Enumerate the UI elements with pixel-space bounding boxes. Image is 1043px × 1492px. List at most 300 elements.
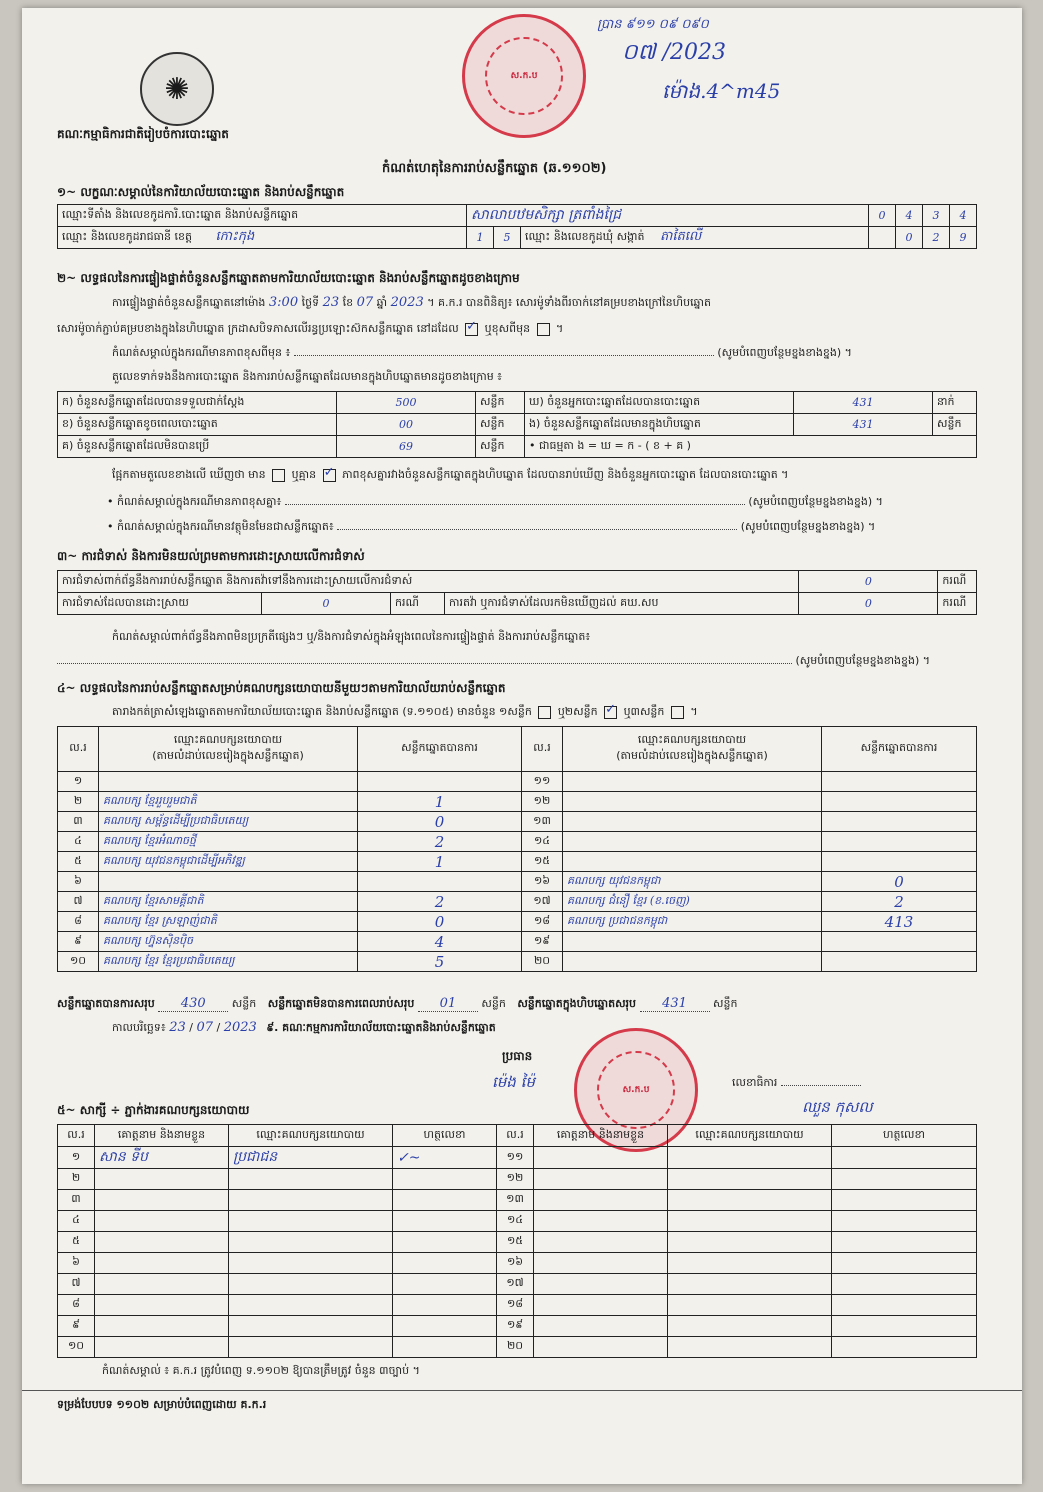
province-label: ឈ្មោះ និងលេខកូដរាជធានី ខេត្ត	[62, 230, 192, 243]
location-code-digit: 3	[923, 205, 950, 227]
difference-note-field[interactable]	[294, 355, 714, 356]
section4-heading: ៤~ លទ្ធផលនៃការរាប់សន្លឹកឆ្នោតសម្រាប់គណបក្សនយោបាយនីមួយៗតាមការិយាល័យរាប់សន្លឹកឆ្នោត	[57, 681, 506, 695]
section3-table	[57, 570, 977, 615]
handwritten-ref: ប្រាន ៩១១ ០៩ ០៩០	[597, 17, 709, 32]
commune-label: ឈ្មោះ និងលេខកូដឃុំ សង្កាត់	[525, 230, 645, 243]
escalated-label: ការតវ៉ា ឬការជំទាស់ដែលរកមិនឃើញដល់ គឃ.សប	[445, 593, 799, 615]
form-footer: ទម្រង់បែបបទ ១១០២ សម្រាប់បំពេញដោយ គ.ក.រ	[57, 1398, 267, 1411]
party-votes	[822, 852, 977, 872]
witness-signature[interactable]	[832, 1232, 977, 1253]
witness-name[interactable]	[534, 1316, 668, 1337]
unchanged-checkbox[interactable]	[465, 323, 478, 336]
party-name	[563, 952, 822, 972]
row-number: ១៤	[522, 832, 563, 852]
row-number: ៣	[58, 812, 99, 832]
witness-name[interactable]	[534, 1337, 668, 1358]
row-number: ៨	[58, 912, 99, 932]
tally-intro: តារាងកត់ត្រាសំឡេងឆ្នោតតាមការិយាល័យបោះឆ្នោត និងរាប់សន្លឹកឆ្នោត (ទ.១១០៥) មានចំនួន ១សន្លឹក	[112, 705, 532, 718]
row-number: ៦	[58, 1253, 95, 1274]
row-number: ២	[58, 1169, 95, 1190]
bullet-difference	[107, 495, 987, 511]
two-sheet-checkbox[interactable]	[604, 706, 617, 719]
witness-name[interactable]	[95, 1169, 229, 1190]
col-name: គោត្តនាម និងនាមខ្លួន	[95, 1125, 229, 1147]
party-name: គណបក្ស ហ្វ៊ុនស៊ិនប៉ិច	[99, 932, 358, 952]
official-seal-top: ស.ក.ប	[462, 14, 586, 138]
row-number: ១៦	[522, 872, 563, 892]
resolved-unit: ករណី	[391, 593, 445, 615]
witness-name[interactable]	[95, 1232, 229, 1253]
row-number: ១៣	[522, 812, 563, 832]
witness-signature[interactable]	[832, 1337, 977, 1358]
form-title: កំណត់ហេតុនៃការរាប់សន្លឹកឆ្នោត (ឆ.១១០២)	[382, 161, 607, 176]
row-number: ៩	[58, 932, 99, 952]
party-name: គណបក្ស ខ្មែរ ស្រឡាញ់ជាតិ	[99, 912, 358, 932]
row-number: ២០	[497, 1337, 534, 1358]
witness-party[interactable]	[668, 1232, 832, 1253]
witness-row	[58, 1295, 977, 1316]
province-code-digit: 1	[467, 227, 494, 249]
total-box-value: 431	[640, 996, 710, 1012]
results-row	[58, 812, 977, 832]
witness-name[interactable]	[534, 1274, 668, 1295]
col-sign: ហត្ថលេខា	[393, 1125, 497, 1147]
witness-signature[interactable]	[832, 1147, 977, 1169]
witness-signature[interactable]: ✓~	[393, 1147, 497, 1169]
col-party-title: ឈ្មោះគណបក្សនយោបាយ	[173, 733, 283, 746]
difference-note-hint: (សូមបំពេញបន្ថែមខ្នងខាងខ្នង) ។	[717, 346, 852, 359]
party-name: គណបក្ស ខ្មែរសាមគ្គីជាតិ	[99, 892, 358, 912]
party-name: គណបក្ស ខ្មែរអំណាចថ្មី	[99, 832, 358, 852]
verify-text-e: ។ គ.ក.រ បានពិនិត្យ៖ សោរម៉ូទាំងពីរចាក់នៅគម្របខាងក្រៅនៃហិបឆ្នោត	[427, 296, 712, 309]
handwritten-time: ម៉ោង.4^m45	[662, 79, 781, 103]
witness-name[interactable]	[534, 1253, 668, 1274]
chair-signature: ម៉េង ម៉ៃ	[492, 1073, 535, 1091]
bullet1-label: • កំណត់សម្គាល់ក្នុងករណីមានភាពខុសគ្នា៖	[107, 495, 282, 508]
irregularity-hint: (សូមបំពេញបន្ថែមខ្នងខាងខ្នង) ។	[795, 654, 931, 667]
section5-heading: ៥~ សាក្សី ÷ ភ្នាក់ងារគណបក្សនយោបាយ	[57, 1103, 250, 1117]
witness-name[interactable]	[534, 1295, 668, 1316]
results-row	[58, 952, 977, 972]
witness-signature[interactable]	[393, 1253, 497, 1274]
complaints-label: ការជំទាស់ពាក់ព័ន្ធនឹងការរាប់សន្លឹកឆ្នោត និងការតវ៉ាទៅនឹងការដោះស្រាយលើការជំទាស់	[58, 571, 799, 593]
row-number: ៣	[58, 1190, 95, 1211]
row-number: ១៥	[522, 852, 563, 872]
col-party: ឈ្មោះគណបក្សនយោបាយ	[229, 1125, 393, 1147]
row-number: ១៨	[522, 912, 563, 932]
figure-label-e: ង) ចំនួនសន្លឹកឆ្នោតដែលមានក្នុងហិបឆ្នោត	[525, 414, 794, 436]
witness-party[interactable]	[229, 1232, 393, 1253]
row-number: ៧	[58, 1274, 95, 1295]
witness-name[interactable]	[95, 1211, 229, 1232]
tally-sheet-line: តារាងកត់ត្រាសំឡេងឆ្នោតតាមការិយាល័យបោះឆ្នោត និងរាប់សន្លឹកឆ្នោត (ទ.១១០៥) មានចំនួន ១សន្លឹក ឬ២សន្លឹក ✓ ឬ៣សន្លឹក ។	[112, 705, 698, 721]
results-row	[58, 772, 977, 792]
witness-party[interactable]	[668, 1316, 832, 1337]
chair-label: ប្រធាន	[502, 1049, 533, 1063]
witness-signature[interactable]	[393, 1295, 497, 1316]
party-votes: 4	[358, 932, 522, 952]
col-name: គោត្តនាម និងនាមខ្លួន	[534, 1125, 668, 1147]
party-votes	[822, 952, 977, 972]
witness-signature[interactable]	[832, 1253, 977, 1274]
emblem-icon: ✺	[140, 52, 214, 126]
section2-heading: ២~ លទ្ធផលនៃការផ្ទៀងផ្ទាត់ចំនួនសន្លឹកឆ្នោតតាមការិយាល័យបោះឆ្នោត និងរាប់សន្លឹកឆ្នោតដូចខាងក្រោម	[57, 271, 520, 285]
witness-party[interactable]	[229, 1337, 393, 1358]
row-number: ៥	[58, 852, 99, 872]
witness-party[interactable]	[229, 1316, 393, 1337]
formula-note: • ជាធម្មតា ង = ឃ = ក - ( ខ + គ )	[525, 436, 977, 458]
witness-signature[interactable]	[393, 1190, 497, 1211]
row-number: ៧	[58, 892, 99, 912]
col-no: ល.រ	[58, 727, 99, 772]
three-sheet-checkbox[interactable]	[671, 706, 684, 719]
row-number: ១២	[522, 792, 563, 812]
col-votes: សន្លឹកឆ្នោតបានការ	[822, 727, 977, 772]
results-row	[58, 932, 977, 952]
figure-unit-c: សន្លឹក	[476, 436, 525, 458]
party-name	[563, 812, 822, 832]
witness-party[interactable]	[229, 1211, 393, 1232]
witness-name[interactable]	[95, 1295, 229, 1316]
commune-code-digit: 9	[950, 227, 977, 249]
row-number: ១៩	[497, 1316, 534, 1337]
complaints-unit: ករណី	[938, 571, 977, 593]
results-row	[58, 872, 977, 892]
figure-label-c: គ) ចំនួនសន្លឹកឆ្នោតដែលមិនបានប្រើ	[58, 436, 337, 458]
row-number: ២០	[522, 952, 563, 972]
witness-table	[57, 1124, 977, 1358]
witness-name[interactable]	[95, 1274, 229, 1295]
witness-signature[interactable]	[393, 1316, 497, 1337]
seal-check-line: សោរម៉ូចាក់ភ្ជាប់គម្របខាងក្នុងនៃហិបឆ្នោត ក្រដាសបិទភាសលើរន្ធប្រឡោះស៊កសន្លឹកឆ្នោត នៅដដែល ✓ ឬខុសពីមុន ។	[57, 322, 563, 338]
col-sign: ហត្ថលេខា	[832, 1125, 977, 1147]
three-sheet-text: ឬ៣សន្លឹក	[623, 705, 665, 718]
bullet2-hint: (សូមបំពេញបន្ថែមខ្នងខាងខ្នង) ។	[740, 520, 876, 533]
date-year: 2023	[223, 1020, 257, 1035]
party-votes	[822, 832, 977, 852]
witness-party[interactable]	[668, 1190, 832, 1211]
witness-party[interactable]	[668, 1147, 832, 1169]
figure-label-b: ខ) ចំនួនសន្លឹកឆ្នោតខូចពេលបោះឆ្នោត	[58, 414, 337, 436]
row-number: ៥	[58, 1232, 95, 1253]
row-number: ៤	[58, 832, 99, 852]
row-number: ៤	[58, 1211, 95, 1232]
party-votes	[822, 772, 977, 792]
col-party: ឈ្មោះគណបក្សនយោបាយ	[668, 1125, 832, 1147]
location-code-digit: 0	[869, 205, 896, 227]
row-number: ៨	[58, 1295, 95, 1316]
witness-party[interactable]	[668, 1253, 832, 1274]
row-number: ១៨	[497, 1295, 534, 1316]
witness-row	[58, 1169, 977, 1190]
totals-row	[57, 996, 977, 1013]
date-line: កាលបរិច្ឆេទ៖ 23 / 07 / 2023 ៩. គណៈកម្មការការិយាល័យបោះឆ្នោតនិងរាប់សន្លឹកឆ្នោត	[112, 1020, 496, 1035]
party-votes: 1	[358, 792, 522, 812]
verify-text-c: ខែ	[342, 296, 354, 309]
irregularity-note: កំណត់សម្គាល់ពាក់ព័ន្ធនឹងភាពមិនប្រក្រតីផ្សេងៗ ឬ/និងការជំទាស់ក្នុងអំឡុងពេលនៃការផ្ទៀងផ្ទាត់ និងការរាប់សន្លឹកឆ្នោត៖	[112, 630, 591, 643]
date-day: 23	[169, 1020, 186, 1035]
row-number: ១២	[497, 1169, 534, 1190]
province-value: កោះកុង	[215, 229, 255, 244]
figure-label-a: ក) ចំនួនសន្លឹកឆ្នោតដែលបានទទួលជាក់ស្តែង	[58, 392, 337, 414]
party-votes: 2	[358, 832, 522, 852]
witness-party[interactable]	[668, 1169, 832, 1190]
witness-signature[interactable]	[832, 1169, 977, 1190]
witness-signature[interactable]	[832, 1316, 977, 1337]
total-valid-unit: សន្លឹក	[231, 997, 257, 1010]
row-number: ៦	[58, 872, 99, 892]
party-votes	[822, 792, 977, 812]
party-votes	[358, 772, 522, 792]
seal-check-text: សោរម៉ូចាក់ភ្ជាប់គម្របខាងក្នុងនៃហិបឆ្នោត ក្រដាសបិទភាសលើរន្ធប្រឡោះស៊កសន្លឹកឆ្នោត នៅដដែល	[57, 322, 459, 335]
complaints-value: 0	[799, 571, 938, 593]
figure-value-b: 00	[337, 414, 476, 436]
party-votes: 413	[822, 912, 977, 932]
col-party-sub: (តាមលំដាប់លេខរៀងក្នុងសន្លឹកឆ្នោត)	[616, 749, 768, 762]
verify-month: 07	[356, 295, 374, 310]
figure-value-e: 431	[794, 414, 933, 436]
total-box-unit: សន្លឹក	[713, 997, 738, 1010]
date-label: កាលបរិច្ឆេទ៖	[112, 1021, 166, 1034]
col-no: ល.រ	[58, 1125, 95, 1147]
witness-name[interactable]	[95, 1190, 229, 1211]
secretary-field[interactable]	[781, 1085, 861, 1086]
row-number: ១៧	[522, 892, 563, 912]
row-number: ១	[58, 1147, 95, 1169]
figures-intro: តួលេខទាក់ទងនឹងការបោះឆ្នោត និងការរាប់សន្លឹកឆ្នោតដែលមានក្នុងហិបឆ្នោតមានដូចខាងក្រោម ៖	[112, 370, 503, 383]
party-name: គណបក្ស សម្ព័ន្ធដើម្បីប្រជាធិបតេយ្យ	[99, 812, 358, 832]
row-number: ១៧	[497, 1274, 534, 1295]
witness-signature[interactable]	[832, 1274, 977, 1295]
section1-table	[57, 204, 977, 249]
witness-signature[interactable]	[393, 1232, 497, 1253]
witness-row	[58, 1337, 977, 1358]
party-votes	[822, 932, 977, 952]
witness-name[interactable]	[534, 1169, 668, 1190]
witness-party[interactable]	[668, 1337, 832, 1358]
party-votes: 0	[358, 812, 522, 832]
figure-label-d: ឃ) ចំនួនអ្នកបោះឆ្នោតដែលបានបោះឆ្នោត	[525, 392, 794, 414]
row-number: ១	[58, 772, 99, 792]
witness-name[interactable]	[534, 1190, 668, 1211]
bullet-foreign-object	[107, 520, 987, 536]
irregularity-line	[57, 654, 987, 670]
verify-text-a: ការផ្ទៀងផ្ទាត់ចំនួនសន្លឹកឆ្នោតនៅម៉ោង	[112, 296, 266, 309]
total-invalid-value: 01	[418, 996, 478, 1012]
figure-unit-e: សន្លឹក	[933, 414, 977, 436]
total-invalid-label: សន្លឹកឆ្នោតមិនបានការពេលរាប់សរុប	[267, 997, 415, 1010]
witness-name[interactable]	[534, 1211, 668, 1232]
witness-signature[interactable]	[393, 1274, 497, 1295]
form-sheet	[22, 8, 1022, 1484]
witness-name[interactable]	[95, 1316, 229, 1337]
row-number: ១៤	[497, 1211, 534, 1232]
results-row	[58, 912, 977, 932]
party-name	[563, 832, 822, 852]
row-number: ១៥	[497, 1232, 534, 1253]
col-votes: សន្លឹកឆ្នោតបានការ	[358, 727, 522, 772]
witness-signature[interactable]	[393, 1337, 497, 1358]
row-number: ១១	[497, 1147, 534, 1169]
figure-unit-a: សន្លឹក	[476, 392, 525, 414]
figure-unit-d: នាក់	[933, 392, 977, 414]
party-name	[563, 792, 822, 812]
difference-text-b: ឬគ្មាន	[291, 468, 317, 481]
two-sheet-text: ឬ២សន្លឹក	[557, 705, 598, 718]
verification-line	[112, 295, 711, 312]
total-valid-value: 430	[158, 996, 228, 1012]
party-votes: 0	[822, 872, 977, 892]
witness-row	[58, 1253, 977, 1274]
verify-time: 3:00	[268, 295, 299, 310]
verify-text-d: ឆ្នាំ	[376, 296, 388, 309]
section3-heading: ៣~ ការជំទាស់ និងការមិនយល់ព្រមតាមការដោះស្រាយលើការជំទាស់	[57, 549, 365, 563]
has-difference-checkbox[interactable]	[272, 469, 285, 482]
witness-party[interactable]	[229, 1190, 393, 1211]
row-number: ១១	[522, 772, 563, 792]
verify-text-b: ថ្ងៃទី	[301, 296, 320, 309]
party-name: គណបក្ស ខ្មែររួបរួមជាតិ	[99, 792, 358, 812]
committee-label: ៩. គណៈកម្មការការិយាល័យបោះឆ្នោតនិងរាប់សន្លឹកឆ្នោត	[266, 1021, 496, 1034]
witness-party[interactable]	[668, 1274, 832, 1295]
party-name: គណបក្ស ខ្មែរ ខ្មែរប្រជាធិបតេយ្យ	[99, 952, 358, 972]
total-invalid-unit: សន្លឹក	[481, 997, 506, 1010]
row-number: ១៩	[522, 932, 563, 952]
witness-party[interactable]	[668, 1295, 832, 1316]
changed-checkbox[interactable]	[537, 323, 550, 336]
figure-unit-b: សន្លឹក	[476, 414, 525, 436]
witness-name[interactable]	[534, 1147, 668, 1169]
location-code-digit: 4	[950, 205, 977, 227]
witness-name[interactable]	[95, 1253, 229, 1274]
witness-signature[interactable]	[832, 1190, 977, 1211]
party-name	[563, 852, 822, 872]
party-name	[99, 872, 358, 892]
official-seal-bottom: ស.ក.ប	[574, 1028, 698, 1152]
party-name: គណបក្ស ជំនឿ ខ្មែរ (ខ.ចេញ)	[563, 892, 822, 912]
witness-name[interactable]	[534, 1232, 668, 1253]
total-valid-label: សន្លឹកឆ្នោតបានការសរុប	[57, 997, 155, 1010]
footer-divider	[22, 1390, 1022, 1391]
party-name: គណបក្ស យុវជនកម្ពុជា	[563, 872, 822, 892]
witness-row	[58, 1190, 977, 1211]
commune-code-digit: 2	[923, 227, 950, 249]
results-row	[58, 892, 977, 912]
witness-signature[interactable]	[393, 1211, 497, 1232]
party-votes	[822, 812, 977, 832]
difference-line	[112, 468, 788, 484]
location-value: សាលាបឋមសិក្សា ត្រពាំងជ្រៃ	[467, 205, 869, 227]
witness-row	[58, 1316, 977, 1337]
total-box-label: សន្លឹកឆ្នោតក្នុងហិបឆ្នោតសរុប	[517, 997, 637, 1010]
province-code-digit: 5	[494, 227, 521, 249]
row-number: ១០	[58, 1337, 95, 1358]
bullet2-label: • កំណត់សម្គាល់ក្នុងករណីមានវត្ថុមិនមែនជាសន្លឹកឆ្នោត៖	[107, 520, 334, 533]
party-name: គណបក្ស ប្រជាជនកម្ពុជា	[563, 912, 822, 932]
party-name	[563, 772, 822, 792]
col-party-sub: (តាមលំដាប់លេខរៀងក្នុងសន្លឹកឆ្នោត)	[152, 749, 304, 762]
party-votes	[358, 872, 522, 892]
changed-text: ឬខុសពីមុន	[484, 322, 531, 335]
resolved-value: 0	[262, 593, 391, 615]
results-row	[58, 852, 977, 872]
witness-party[interactable]	[229, 1274, 393, 1295]
bottom-note: កំណត់សម្គាល់ ៖ គ.ក.រ ត្រូវបំពេញ ទ.១១០២ ឱ្យបានត្រឹមត្រូវ ចំនួន ៣ច្បាប់ ។	[102, 1364, 420, 1377]
secretary-signature: ឈួន កុសល	[802, 1098, 873, 1116]
col-party	[99, 727, 358, 772]
bullet1-field[interactable]	[285, 504, 745, 505]
witness-row	[58, 1147, 977, 1169]
witness-row	[58, 1211, 977, 1232]
date-month: 07	[196, 1020, 214, 1035]
results-row	[58, 832, 977, 852]
difference-text-c: ភាពខុសគ្នារវាងចំនួនសន្លឹកឆ្នោតក្នុងហិបឆ្នោត ដែលបានរាប់ឃើញ និងចំនួនអ្នកបោះឆ្នោត ដែលបានបោះឆ្នោត ។	[342, 468, 789, 481]
witness-row	[58, 1274, 977, 1295]
secretary-line	[732, 1076, 861, 1092]
party-votes: 5	[358, 952, 522, 972]
col-party-title: ឈ្មោះគណបក្សនយោបាយ	[637, 733, 747, 746]
party-votes: 1	[358, 852, 522, 872]
witness-signature[interactable]	[832, 1211, 977, 1232]
figure-value-a: 500	[337, 392, 476, 414]
row-number: ១៣	[497, 1190, 534, 1211]
difference-note-label: កំណត់សម្គាល់ក្នុងករណីមានភាពខុសពីមុន ៖	[112, 346, 291, 359]
commune-value: តាតៃលើ	[660, 229, 702, 244]
party-name	[99, 772, 358, 792]
party-name	[563, 932, 822, 952]
figure-value-d: 431	[794, 392, 933, 414]
resolved-label: ការជំទាស់ដែលបានដោះស្រាយ	[58, 593, 262, 615]
figures-table	[57, 391, 977, 458]
witness-signature[interactable]	[393, 1169, 497, 1190]
location-code-digit: 4	[896, 205, 923, 227]
escalated-value: 0	[799, 593, 938, 615]
no-difference-checkbox[interactable]	[323, 469, 336, 482]
witness-party[interactable]	[229, 1295, 393, 1316]
escalated-unit: ករណី	[938, 593, 977, 615]
party-votes: 2	[822, 892, 977, 912]
witness-party[interactable]: ប្រជាជន	[229, 1147, 393, 1169]
bullet2-field[interactable]	[337, 529, 737, 530]
witness-party[interactable]	[229, 1169, 393, 1190]
irregularity-field[interactable]	[57, 663, 792, 664]
difference-text-a: ផ្អែកតាមតួលេខខាងលើ ឃើញថា មាន	[112, 468, 266, 481]
verify-day: 23	[322, 295, 340, 310]
bullet1-hint: (សូមបំពេញបន្ថែមខ្នងខាងខ្នង) ។	[748, 495, 883, 508]
location-label: ឈ្មោះទីតាំង និងលេខកូដការិ.បោះឆ្នោត និងរាប់សន្លឹកឆ្នោត	[58, 205, 467, 227]
row-number: ៩	[58, 1316, 95, 1337]
witness-signature[interactable]	[832, 1295, 977, 1316]
org-name: គណៈកម្មាធិការជាតិរៀបចំការបោះឆ្នោត	[57, 127, 229, 141]
results-table	[57, 726, 977, 972]
difference-note-line	[112, 346, 992, 362]
row-number: ២	[58, 792, 99, 812]
witness-party[interactable]	[229, 1253, 393, 1274]
witness-party[interactable]	[668, 1211, 832, 1232]
party-votes: 2	[358, 892, 522, 912]
handwritten-month-year: ០៧ /2023	[622, 40, 727, 65]
witness-row	[58, 1232, 977, 1253]
col-party	[563, 727, 822, 772]
one-sheet-checkbox[interactable]	[538, 706, 551, 719]
party-votes: 0	[358, 912, 522, 932]
secretary-label: លេខាធិការ	[732, 1076, 778, 1089]
witness-name[interactable]: សាន ទីប	[95, 1147, 229, 1169]
figure-value-c: 69	[337, 436, 476, 458]
party-name: គណបក្ស យុវជនកម្ពុជាដើម្បីអភិវឌ្ឍ	[99, 852, 358, 872]
witness-name[interactable]	[95, 1337, 229, 1358]
results-row	[58, 792, 977, 812]
